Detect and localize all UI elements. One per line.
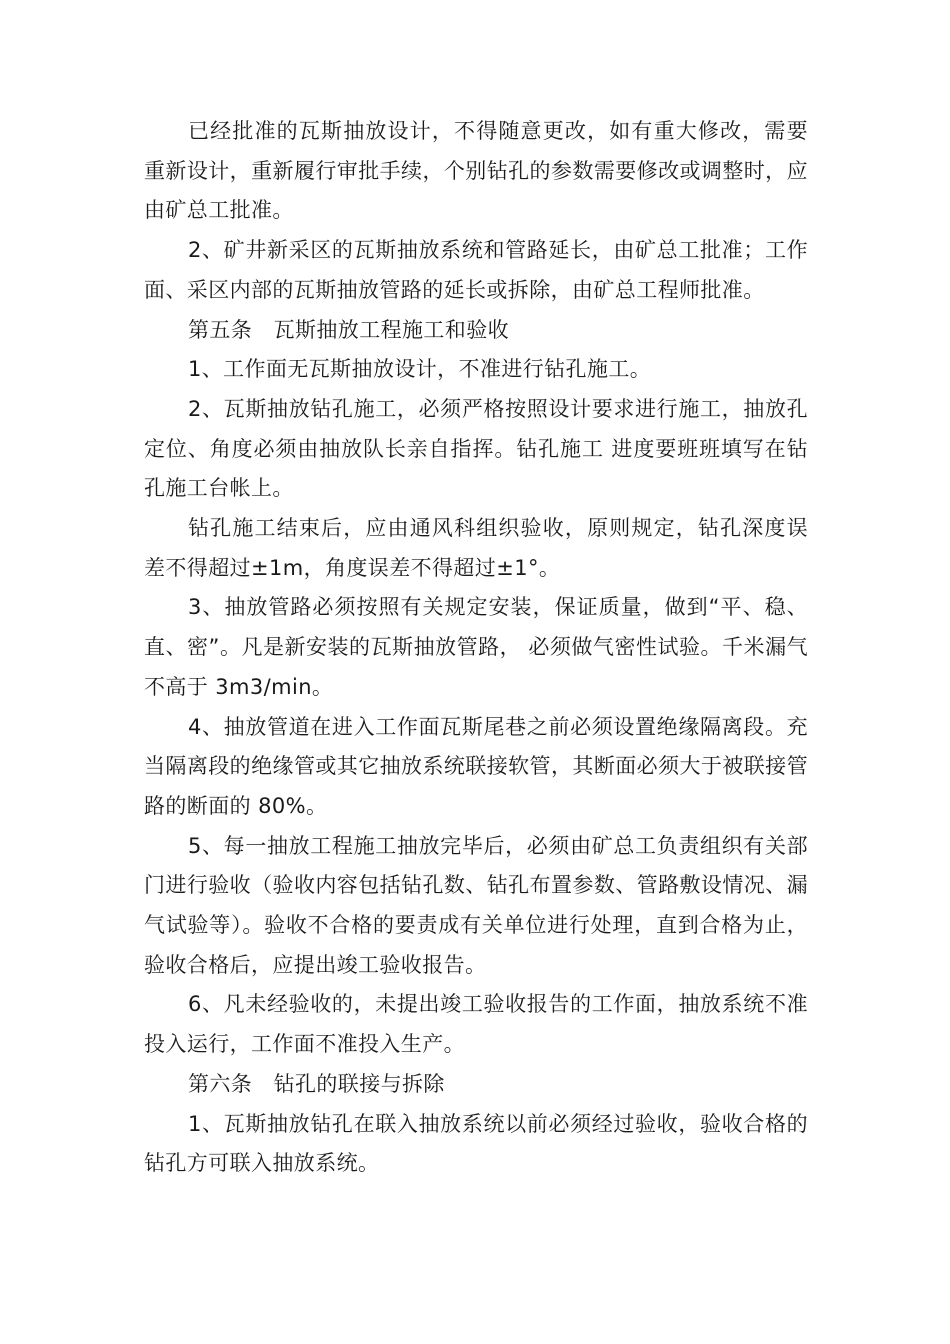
paragraph-item-4-insulation-section: 4、抽放管道在进入工作面瓦斯尾巷之前必须设置绝缘隔离段。充当隔离段的绝缘管或其它抽放系统联接软管，其断面必须大于被联接管路的断面的 80%。 <box>144 714 808 818</box>
paragraph-item-1-borehole-connection: 1、瓦斯抽放钻孔在联入抽放系统以前必须经过验收，验收合格的钻孔方可联入抽放系统。 <box>144 1111 808 1176</box>
paragraph-drilling-acceptance: 钻孔施工结束后，应由通风科组织验收，原则规定，钻孔深度误差不得超过±1m，角度误差不得超过±1°。 <box>144 516 808 580</box>
paragraph-item-2-drilling: 2、瓦斯抽放钻孔施工，必须严格按照设计要求进行施工，抽放孔定位、角度必须由抽放队长亲自指挥。钻孔施工 进度要班班填写在钻孔施工台帐上。 <box>144 396 808 501</box>
section-heading-article-6: 第六条 钻孔的联接与拆除 <box>188 1071 445 1096</box>
section-heading-article-5: 第五条 瓦斯抽放工程施工和验收 <box>188 317 509 342</box>
paragraph-item-1-no-design: 1、工作面无瓦斯抽放设计，不准进行钻孔施工。 <box>188 357 652 382</box>
document-body <box>144 112 808 1184</box>
paragraph-design-approval: 已经批准的瓦斯抽放设计，不得随意更改，如有重大修改，需要重新设计，重新履行审批手续，个别钻孔的参数需要修改或调整时，应由矿总工批准。 <box>144 119 808 223</box>
paragraph-item-6-unaccepted: 6、凡未经验收的，未提出竣工验收报告的工作面，抽放系统不准投入运行，工作面不准投入生产。 <box>144 992 808 1057</box>
paragraph-item-2-pipeline-extension: 2、矿井新采区的瓦斯抽放系统和管路延长，由矿总工批准；工作面、采区内部的瓦斯抽放管路的延长或拆除，由矿总工程师批准。 <box>144 238 808 302</box>
paragraph-item-3-pipeline-installation: 3、抽放管路必须按照有关规定安装，保证质量，做到“平、稳、直、密”。凡是新安装的瓦斯抽放管路， 必须做气密性试验。千米漏气不高于 3m3/min。 <box>144 595 808 699</box>
paragraph-item-5-project-acceptance: 5、每一抽放工程施工抽放完毕后，必须由矿总工负责组织有关部门进行验收（验收内容包括钻孔数、钻孔布置参数、管路敷设情况、漏气试验等）。验收不合格的要责成有关单位进行处理，直到合格为止，验收合格后，应提出竣工验收报告。 <box>144 833 808 977</box>
